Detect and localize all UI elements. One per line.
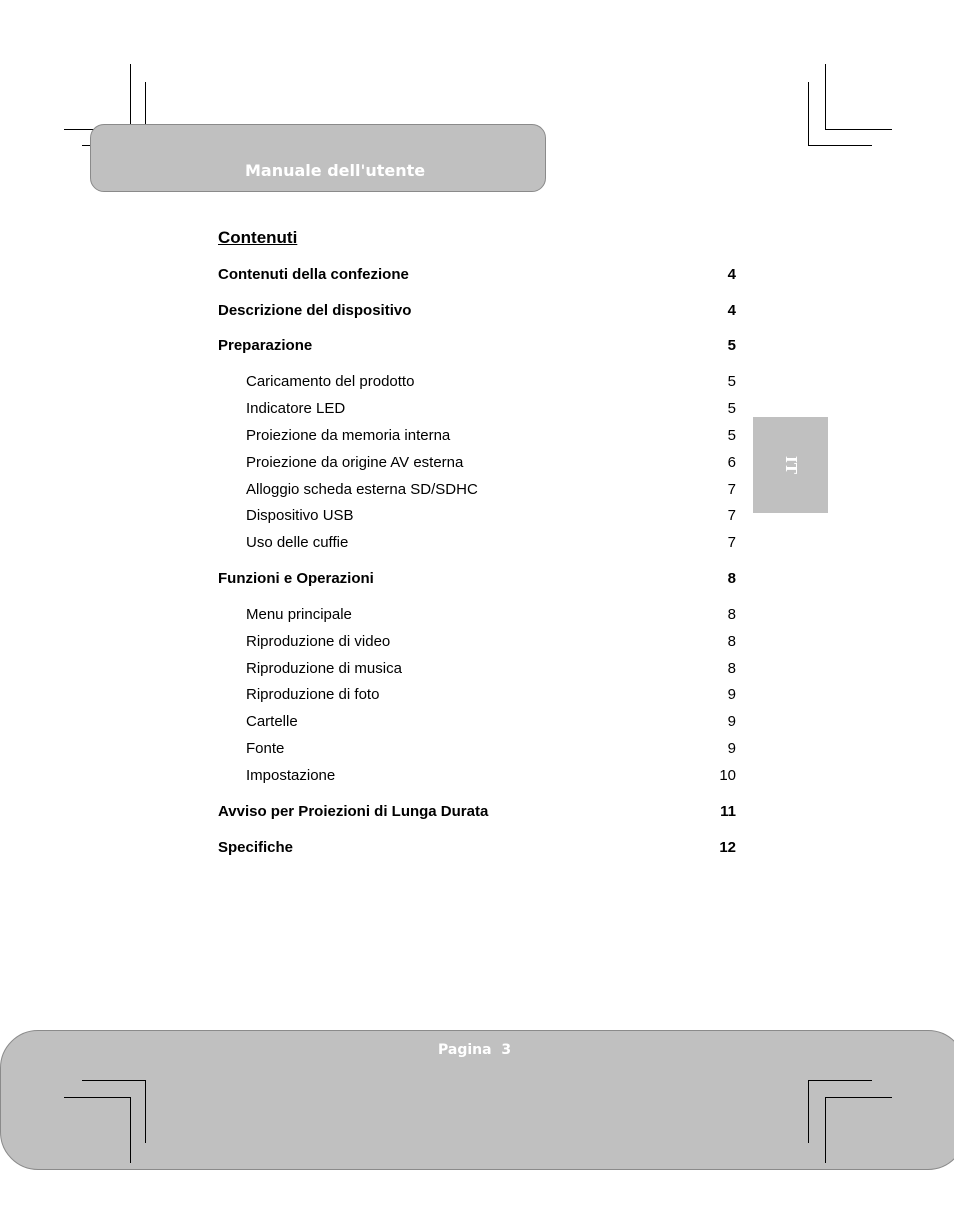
toc-entry: [218, 839, 736, 859]
toc-entry-label: Specifiche: [218, 839, 294, 856]
toc-entry: [218, 767, 736, 787]
footer-bar: [0, 1030, 954, 1170]
toc-entry-page: 10: [719, 767, 736, 784]
crop-mark-top-right: [825, 129, 892, 130]
toc-entry: [218, 713, 736, 733]
toc-entry-label: Alloggio scheda esterna SD/SDHC: [246, 481, 478, 498]
toc-entry-label: Preparazione: [218, 337, 313, 354]
toc-entry-label: Funzioni e Operazioni: [218, 570, 374, 587]
toc-entry: [218, 454, 736, 474]
toc-entry-page: 12: [719, 839, 736, 856]
crop-mark-bottom-right: [808, 1080, 809, 1143]
crop-mark-bottom-right: [825, 1097, 826, 1163]
toc-entry: [218, 266, 736, 286]
toc-entry-page: 8: [727, 660, 736, 677]
toc-entry-label: Descrizione del dispositivo: [218, 302, 412, 319]
toc-entry-label: Proiezione da origine AV esterna: [246, 454, 464, 471]
toc-entry: [218, 481, 736, 501]
toc-entry-page: 7: [727, 534, 736, 551]
toc-entry-page: 8: [727, 606, 736, 623]
toc-entry: [218, 302, 736, 322]
header-title: Manuale dell'utente: [245, 161, 426, 180]
language-label: IT: [781, 455, 800, 475]
toc-entry: [218, 507, 736, 527]
toc-entry-page: 6: [727, 454, 736, 471]
toc-entry-label: Riproduzione di musica: [246, 660, 402, 677]
crop-mark-top-left: [130, 64, 131, 129]
toc-entry: [218, 803, 736, 823]
toc-entry-label: Contenuti della confezione: [218, 266, 409, 283]
toc-entry-label: Riproduzione di foto: [246, 686, 380, 703]
toc-entry-page: 9: [727, 713, 736, 730]
toc-entry-label: Dispositivo USB: [246, 507, 354, 524]
toc-title: Contenuti: [218, 228, 298, 247]
toc-entry: [218, 400, 736, 420]
toc-entry: [218, 606, 736, 626]
toc-entry-page: 7: [727, 507, 736, 524]
language-tab: [753, 417, 828, 513]
crop-mark-bottom-left: [82, 1080, 146, 1081]
toc-entry-page: 5: [727, 427, 736, 444]
toc-entry-page: 8: [727, 570, 736, 587]
toc-entry-label: Uso delle cuffie: [246, 534, 349, 551]
toc-entry-label: Caricamento del prodotto: [246, 373, 415, 390]
toc-entry-page: 4: [727, 266, 736, 283]
crop-mark-bottom-right: [825, 1097, 892, 1098]
toc-entry-page: 11: [720, 803, 736, 820]
toc-entry: [218, 427, 736, 447]
toc-entry: [218, 686, 736, 706]
toc-entry-page: 7: [727, 481, 736, 498]
toc-entry-label: Menu principale: [246, 606, 352, 623]
toc-entry-page: 8: [727, 633, 736, 650]
toc-entry: [218, 534, 736, 554]
toc-entry-label: Indicatore LED: [246, 400, 346, 417]
crop-mark-top-right: [808, 145, 872, 146]
toc-entry-label: Proiezione da memoria interna: [246, 427, 451, 444]
toc-entry-label: Riproduzione di video: [246, 633, 391, 650]
toc-entry-page: 9: [727, 740, 736, 757]
toc-entry: [218, 633, 736, 653]
toc-entry: [218, 660, 736, 680]
crop-mark-bottom-left: [130, 1097, 131, 1163]
page-number: Pagina 3: [438, 1042, 512, 1058]
toc-entry-page: 5: [727, 400, 736, 417]
toc-entry-page: 4: [727, 302, 736, 319]
toc-entry: [218, 740, 736, 760]
toc-entry-page: 5: [727, 373, 736, 390]
toc-entry-label: Avviso per Proiezioni di Lunga Durata: [218, 803, 489, 820]
crop-mark-bottom-right: [808, 1080, 872, 1081]
toc-entry-page: 9: [727, 686, 736, 703]
toc-entry-page: 5: [727, 337, 736, 354]
crop-mark-bottom-left: [145, 1080, 146, 1143]
crop-mark-bottom-left: [64, 1097, 131, 1098]
toc-entry: [218, 373, 736, 393]
toc-entry: [218, 337, 736, 357]
toc-entry-label: Impostazione: [246, 767, 336, 784]
header-bar: [90, 124, 546, 192]
crop-mark-top-right: [825, 64, 826, 129]
toc-entry: [218, 570, 736, 590]
toc-entry-label: Cartelle: [246, 713, 298, 730]
toc-entry-label: Fonte: [246, 740, 285, 757]
crop-mark-top-right: [808, 82, 809, 145]
